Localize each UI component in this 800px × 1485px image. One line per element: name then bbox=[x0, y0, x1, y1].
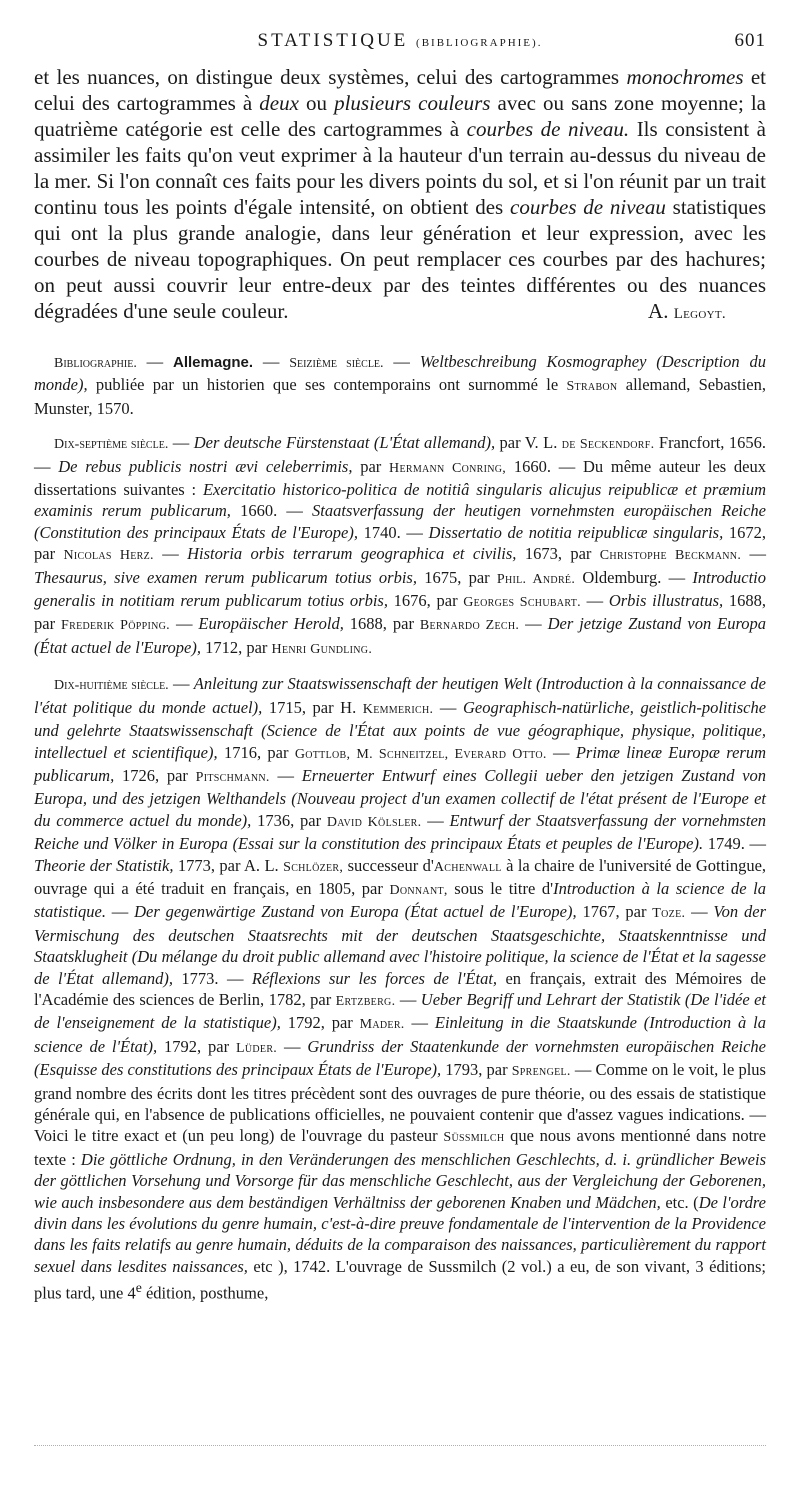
running-head-title: STATISTIQUE bbox=[257, 30, 409, 51]
body-paragraph: et les nuances, on distingue deux systèmes, celui des cartogrammes monochromes et celui des cartogrammes à deux ou plusieurs couleurs avec ou sans zone moyenne; la quatrième catégorie est celle des cartogrammes à courbes de niveau. Ils consistent à assimiler les faits qu'on veut exprimer à la hauteur d'un terrain au-dessus du niveau de la mer. Si l'on connaît ces faits pour les divers points du sol, et si l'on réunit par un trait continu tous les points d'égale intensité, on obtient des courbes de niveau statistiques qui ont la plus grande analogie, dans leur génération et leur expression, avec les courbes de niveau topographiques. On peut remplacer ces courbes par des hachures; on peut aussi couvrir leur entre-deux par des teintes différentes ou des nuances dégradées d'une seule couleur. bbox=[34, 65, 767, 323]
bibliography-seventeenth-century: Dix-septième siècle. — Der deutsche Fürstenstaat (L'État allemand), par V. L. de Seckendorf. Francfort, 1656. — De rebus publicis nostri ævi celeberrimis, par Hermann Conring, 1660. — Du même auteur les deux dissertations suivantes : Exercitatio historico-politica de notitiâ singularis alicujus reipublicæ et præmium examinis rerum publicarum, 1660. — Staatsverfassung der heutigen vornehmsten europäischen Reiche (Constitution des principaux États de l'Europe), 1740. — Dissertatio de notitia reipublicæ singularis, 1672, par Nicolas Herz. — Historia orbis terrarum geographica et civilis, 1673, par Christophe Beckmann. — Thesaurus, sive examen rerum publicarum totius orbis, 1675, par Phil. André. Oldemburg. — Introductio generalis in notitiam rerum publicarum totius orbis, 1676, par Georges Schubart. — Orbis illustratus, 1688, par Frederik Pöpping. — Europäischer Herold, 1688, par Bernardo Zech. — Der jetzige Zustand von Europa (État actuel de l'Europe), 1712, par Henri Gundling. bbox=[34, 433, 767, 657]
bibliography-eighteenth-century: Dix-huitième siècle. — Anleitung zur Staatswissenschaft der heutigen Welt (Introduction à la connaissance de l'état politique du monde actuel), 1715, par H. Kemmerich. — Geographisch-natürliche, geistlich-politische und gelehrte Staatswissenschaft (Science de l'État aux points de vue géographique, physique, politique, intellectuel et scientifique), 1716, par Gottlob, M. Schneitzel, Everard Otto. — Primæ lineæ Europæ rerum publicarum, 1726, par Pitschmann. — Erneuerter Entwurf eines Collegii ueber den jetzigen Zustand von Europa, und des jetzigen Welthandels (Nouveau project d'un examen collectif de l'état présent de l'Europe et du commerce actuel du monde), 1736, par David Kölsler. — Entwurf der Staatsverfassung der vornehmsten Reiche und Völker in Europa (Essai sur la constitution des principaux États et peuples de l'Europe). 1749. — Theorie der Statistik, 1773, par A. L. Schlözer, successeur d'Achenwall à la chaire de l'université de Gottingue, ouvrage qui a été traduit en français, en 1805, par Donnant, sous le titre d'Introduction à la science de la statistique. — Der gegenwärtige Zustand von Europa (État actuel de l'Europe), 1767, par Toze. — Von der Vermischung des deutschen Staatsrechts mit der deutschen Staatsgeschichte, Staatskenntnisse und Staatsklugheit (Du mélange du droit public allemand avec l'histoire politique, la science de l'État et la sagesse de l'État allemand), 1773. — Réflexions sur les forces de l'État, en français, extrait des Mémoires de l'Académie des sciences de Berlin, 1782, par Ertzberg. — Ueber Begriff und Lehrart der Statistik (De l'idée et de l'enseignement de la statistique), 1792, par Mader. — Einleitung in die Staatskunde (Introduction à la science de l'État), 1792, par Lüder. — Grundriss der Staatenkunde der vornehmsten europäischen Reiche (Esquisse des constitutions des principaux États de l'Europe), 1793, par Sprengel. — Comme on le voit, le plus grand nombre des écrits dont les titres précèdent sont des ouvrages de pure théorie, ou des essais de statistique générale qui, en l'absence de publications officielles, ne pouvaient contenir que d'assez vagues indications. — Voici le titre exact et (un peu long) de l'ouvrage du pasteur Süssmilch que nous avons mentionné dans notre texte : Die göttliche Ordnung, in den Veränderungen des menschlichen Geschlechts, d. i. gründlicher Beweis der göttlichen Vorsehung und Vorsorge für das menschliche Geschlecht, aus der Vergleichung der Geborenen, wie auch insbesondere aus dem beständigen Verhältniss der geborenen Knaben und Mädchen, etc. (De l'ordre divin dans les évolutions du genre humain, c'est-à-dire preuve fondamentale de l'intervention de la Providence dans les faits relatifs au genre humain, déduits de la comparaison des naissances, particulièrement du rapport sexuel dans lesdites naissances, etc ), 1742. L'ouvrage de Sussmilch (2 vol.) a eu, de son vivant, 3 éditions; plus tard, une 4e édition, posthume, bbox=[34, 674, 767, 1303]
running-head-subtitle: (BIBLIOGRAPHIE). bbox=[416, 37, 543, 49]
bibliography-sixteenth-century: Bibliographie. — Allemagne. — Seizième siècle. — Weltbeschreibung Kosmographey (Description du monde), publiée par un historien que ses contemporains ont surnommé le Strabon allemand, Sebastien, Munster, 1570. bbox=[34, 352, 766, 418]
bibliography bbox=[34, 351, 766, 1304]
author-signature: A. Legoyt. bbox=[648, 299, 726, 323]
running-head bbox=[34, 30, 766, 56]
page-number: 601 bbox=[734, 30, 766, 51]
page bbox=[34, 30, 766, 1317]
page-bottom-rule bbox=[34, 1445, 766, 1446]
